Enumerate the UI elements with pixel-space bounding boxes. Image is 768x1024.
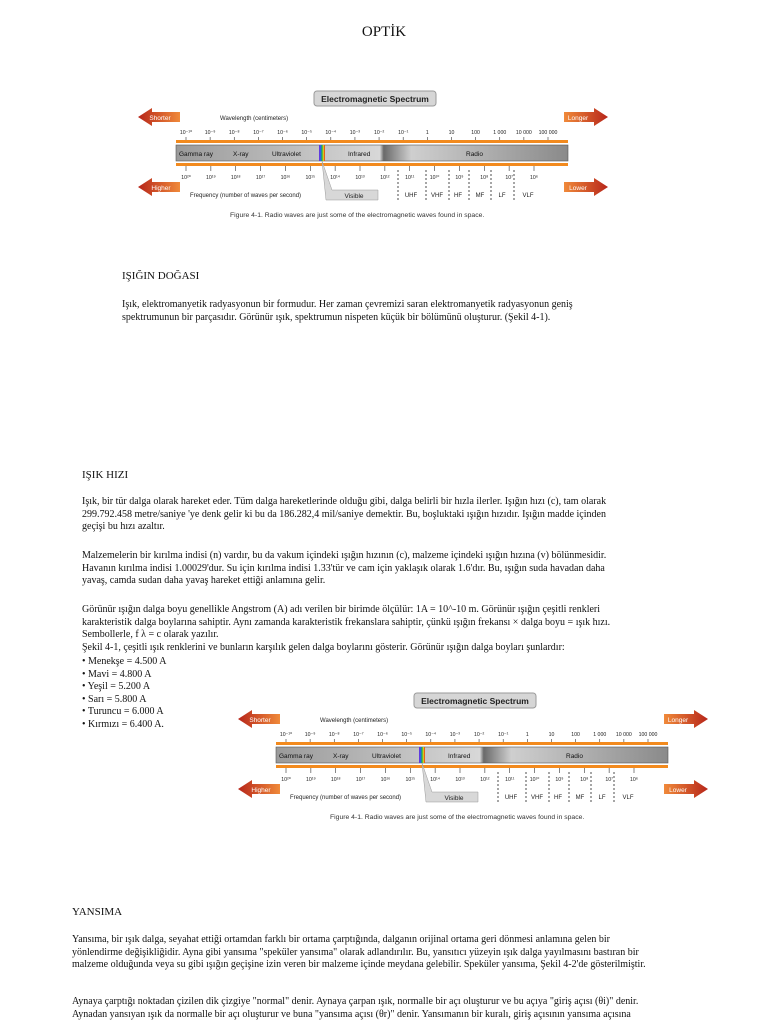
- frequency-tick-label: 10¹⁹: [305, 777, 316, 783]
- frequency-tick-label: 10¹⁶: [280, 175, 291, 181]
- frequency-tick-label: 10²⁰: [281, 777, 291, 783]
- frequency-tick-label: 10¹²: [480, 777, 490, 783]
- band-label: Gamma ray: [179, 151, 213, 158]
- frequency-axis-line: [276, 765, 668, 768]
- band-label: Gamma ray: [279, 753, 313, 760]
- frequency-tick-label: 10⁷: [505, 175, 513, 181]
- wavelength-tick-label: 10⁻¹⁰: [279, 732, 293, 738]
- wavelength-tick-label: 10⁻³: [349, 130, 361, 136]
- wavelength-axis-label: Wavelength (centimeters): [220, 116, 289, 122]
- list-item: • Menekşe = 4.500 A: [82, 656, 167, 667]
- frequency-tick-label: 10¹⁰: [529, 777, 540, 783]
- frequency-tick-label: 10⁸: [580, 777, 589, 783]
- frequency-tick-label: 10¹³: [355, 175, 365, 181]
- list-item: • Turuncu = 6.000 A: [82, 706, 164, 717]
- frequency-axis-label: Frequency (number of waves per second): [190, 193, 302, 199]
- figure-caption: Figure 4-1. Radio waves are just some of the electromagnetic waves found in space.: [230, 212, 485, 219]
- frequency-tick-label: 10⁶: [630, 777, 638, 783]
- frequency-tick-label: 10¹¹: [405, 175, 415, 181]
- list-item: • Yeşil = 5.200 A: [82, 681, 151, 692]
- band-label: Ultraviolet: [272, 151, 301, 158]
- frequency-tick-label: 10¹¹: [505, 777, 515, 783]
- frequency-tick-label: 10⁸: [480, 175, 489, 181]
- paragraph-line: yavaş, camda sudan daha yavaş hareket ettiği anlamına gelir.: [82, 575, 326, 586]
- list-item: • Sarı = 5.800 A: [82, 693, 147, 705]
- longer-label: Longer: [567, 115, 589, 122]
- paragraph-line: Işık, bir tür dalga olarak hareket eder. Tüm dalga hareketlerinde olduğu gibi, dalga belirli bir hızla ilerler. Işığın hızı (c), tam olarak: [82, 496, 607, 507]
- wavelength-tick-label: 1 000: [493, 130, 507, 136]
- figure-caption: Figure 4-1. Radio waves are just some of the electromagnetic waves found in space.: [330, 814, 585, 821]
- wavelength-tick-label: 1 000: [593, 732, 607, 738]
- wavelength-tick-label: 10⁻⁵: [301, 130, 313, 136]
- frequency-tick-label: 10⁷: [605, 777, 613, 783]
- paragraph-line: Yansıma, bir ışık dalga, seyahat ettiği ortamdan farklı bir ortama çarptığında, dalganın orijinal ortama geri dönmesi anlamına gelen bir: [72, 934, 610, 945]
- radio-band-label: VLF: [622, 795, 634, 801]
- shorter-label: Shorter: [249, 717, 271, 724]
- visible-band: [319, 145, 325, 161]
- wavelength-axis-label: Wavelength (centimeters): [320, 718, 389, 724]
- frequency-tick-label: 10¹⁹: [205, 175, 216, 181]
- em-spectrum-figure-1: [136, 86, 610, 224]
- wavelength-tick-label: 100: [471, 130, 480, 136]
- frequency-tick-label: 10¹⁴: [330, 175, 341, 181]
- radio-band-label: UHF: [504, 795, 518, 801]
- frequency-tick-label: 10¹⁵: [305, 175, 316, 181]
- paragraph-line: karakteristik dalga boylarına sahiptir. Aynı zamanda karakteristik frekanslara sahiptir, çünkü ışığın frekansı × dalga boyu = ışık hızı.: [82, 616, 611, 628]
- frequency-tick-label: 10⁹: [455, 175, 464, 181]
- higher-label: Higher: [251, 787, 271, 794]
- paragraph-line: spektrumunun bir parçasıdır. Görünür ışık, spektrumun nispeten küçük bir bölümünü oluşturur. (Şekil 4-1).: [122, 311, 551, 323]
- radio-band-label: UHF: [404, 193, 418, 199]
- paragraph-line: Görünür ışığın dalga boyu genellikle Angstrom (A) adı verilen bir birimde ölçülür: 1A = 10^-10 m. Görünür ışığın çeşitli renkleri: [82, 604, 601, 615]
- frequency-tick-label: 10¹⁵: [405, 777, 416, 783]
- wavelength-tick-label: 10⁻⁹: [204, 130, 216, 136]
- band-label: X-ray: [333, 753, 349, 760]
- section-heading-light-speed: IŞIK HIZI: [82, 469, 129, 481]
- wavelength-tick-label: 10⁻⁷: [353, 732, 364, 738]
- section-heading-light-nature: IŞIĞIN DOĞASI: [122, 270, 200, 282]
- band-label: X-ray: [233, 151, 249, 158]
- paragraph-light-nature: [122, 299, 642, 324]
- wavelength-tick-label: 10⁻²: [373, 130, 385, 136]
- list-item: • Mavi = 4.800 A: [82, 668, 152, 680]
- frequency-tick-label: 10¹⁶: [380, 777, 391, 783]
- wavelength-tick-label: 10⁻⁵: [401, 732, 413, 738]
- frequency-tick-label: 10¹⁰: [429, 175, 440, 181]
- paragraph-light-speed-1: [82, 496, 686, 534]
- wavelength-tick-label: 10⁻¹: [398, 130, 409, 136]
- band-label: Ultraviolet: [372, 753, 401, 760]
- wavelength-tick-label: 10⁻²: [473, 732, 485, 738]
- wavelength-tick-label: 10⁻¹: [498, 732, 509, 738]
- radio-band-label: HF: [454, 193, 462, 199]
- wavelength-tick-label: 10⁻⁴: [425, 732, 437, 738]
- higher-label: Higher: [151, 185, 171, 192]
- longer-label: Longer: [667, 717, 689, 724]
- wavelength-tick-label: 100 000: [638, 732, 658, 738]
- visible-band: [419, 747, 425, 763]
- frequency-tick-label: 10¹²: [380, 175, 390, 181]
- frequency-tick-label: 10¹³: [455, 777, 465, 783]
- radio-band-label: VHF: [531, 795, 543, 801]
- band-label: Radio: [466, 151, 483, 158]
- frequency-tick-label: 10¹⁴: [430, 777, 441, 783]
- wavelength-tick-label: 10⁻⁶: [277, 130, 288, 136]
- radio-band-label: MF: [475, 193, 485, 199]
- visible-label: Visible: [444, 795, 464, 802]
- radio-band-label: LF: [498, 193, 506, 199]
- wavelength-tick-label: 10⁻⁹: [304, 732, 316, 738]
- wavelength-tick-label: 10⁻³: [449, 732, 461, 738]
- wavelength-tick-label: 10⁻⁶: [377, 732, 388, 738]
- paragraph-light-speed-3: [82, 604, 686, 654]
- section-heading-reflection: YANSIMA: [72, 906, 123, 918]
- frequency-tick-label: 10⁶: [530, 175, 538, 181]
- paragraph-light-speed-2: [82, 550, 686, 588]
- paragraph-reflection-1: [72, 934, 720, 972]
- frequency-axis-label: Frequency (number of waves per second): [290, 795, 402, 801]
- radio-band-label: VLF: [522, 193, 534, 199]
- figure-title: Electromagnetic Spectrum: [421, 696, 529, 706]
- radio-band-label: VHF: [431, 193, 443, 199]
- paragraph-line: yönlendirme değişikliğidir. Ayna gibi yansıma "speküler yansıma" olarak adlandırılır. Bu, yansıtıcı yüzeyin ışık dalga yayılmasını bastıran bir: [72, 946, 639, 958]
- wavelength-axis-line: [276, 742, 668, 745]
- band-label: Infrared: [348, 151, 371, 158]
- visible-label: Visible: [344, 193, 364, 200]
- wavelength-tick-label: 10⁻⁴: [325, 130, 337, 136]
- frequency-axis-line: [176, 163, 568, 166]
- wavelength-tick-label: 10: [448, 130, 455, 136]
- radio-band-label: HF: [554, 795, 562, 801]
- wavelength-tick-label: 10⁻⁷: [253, 130, 264, 136]
- frequency-tick-label: 10²⁰: [181, 175, 191, 181]
- wavelength-tick-label: 1: [425, 130, 429, 136]
- wavelength-tick-label: 100 000: [538, 130, 558, 136]
- wavelength-tick-label: 10 000: [615, 732, 632, 738]
- wavelength-tick-label: 10⁻¹⁰: [179, 130, 193, 136]
- page-title: OPTİK: [361, 24, 407, 40]
- paragraph-line: 299.792.458 metre/saniye 'ye denk gelir ki bu da 186.282,4 mil/saniye demektir. Bu, boşluktaki ışığın hızıdır. Işığın madde içinden: [82, 508, 606, 520]
- frequency-tick-label: 10¹⁸: [330, 777, 341, 783]
- wavelength-tick-label: 1: [525, 732, 529, 738]
- frequency-tick-label: 10⁹: [555, 777, 564, 783]
- lower-label: Lower: [569, 185, 587, 192]
- wavelength-list: [82, 656, 166, 731]
- figure-title: Electromagnetic Spectrum: [321, 94, 429, 104]
- lower-label: Lower: [669, 787, 687, 794]
- shorter-label: Shorter: [149, 115, 171, 122]
- wavelength-tick-label: 100: [571, 732, 580, 738]
- paragraph-line: geçişi bu hızı azaltır.: [82, 521, 165, 532]
- em-spectrum-figure-2: [236, 688, 710, 826]
- paragraph-line: Aynaya çarptığı noktadan çizilen dik çizgiye "normal" denir. Aynaya çarpan ışık, normalle bir açı oluşturur ve bu açıya "giriş açısı (θi)" denir.: [72, 996, 639, 1007]
- paragraph-line: Şekil 4-1, çeşitli ışık renklerini ve bunların karşılık gelen dalga boylarını gösterir. Görünür ışığın dalga boyları şunlardır:: [82, 641, 565, 653]
- wavelength-tick-label: 10 000: [515, 130, 532, 136]
- wavelength-tick-label: 10⁻⁸: [228, 130, 240, 136]
- paragraph-line: Sembollerle, f λ = c olarak yazılır.: [82, 629, 219, 640]
- frequency-tick-label: 10¹⁸: [230, 175, 241, 181]
- list-item: • Kırmızı = 6.400 A.: [82, 718, 164, 730]
- wavelength-tick-label: 10: [548, 732, 555, 738]
- paragraph-reflection-2: [72, 996, 720, 1021]
- paragraph-line: Malzemelerin bir kırılma indisi (n) vardır, bu da vakum içindeki ışığın hızının (c), malzeme içindeki ışığın hızına (v) bölünmesidir.: [82, 550, 607, 561]
- band-label: Infrared: [448, 753, 471, 760]
- paragraph-line: Havanın kırılma indisi 1.00029'dur. Su için kırılma indisi 1.33'tür ve cam için yaklaşık olarak 1.6'dır. Bu, ışığın suda havadan daha: [82, 562, 605, 574]
- frequency-tick-label: 10¹⁷: [355, 777, 366, 783]
- radio-band-label: MF: [575, 795, 585, 801]
- frequency-tick-label: 10¹⁷: [255, 175, 266, 181]
- wavelength-tick-label: 10⁻⁸: [328, 732, 340, 738]
- radio-band-label: LF: [598, 795, 606, 801]
- wavelength-axis-line: [176, 140, 568, 143]
- paragraph-line: Işık, elektromanyetik radyasyonun bir formudur. Her zaman çevremizi saran elektromanyetik radyasyonun geniş: [122, 299, 573, 310]
- paragraph-line: malzeme olduğunda veya su gibi ışığın geçişine izin veren bir malzeme içinde meydana gelebilir. Speküler yansıma, Şekil 4-2'de gösterilmiştir.: [72, 959, 646, 970]
- paragraph-line: Aynadan yansıyan ışık da normalle bir açı oluşturur ve buna "yansıma açısı (θr)" denir. Yansımanın bir kuralı, giriş açısının yansıma açısına: [72, 1008, 631, 1020]
- band-label: Radio: [566, 753, 583, 760]
